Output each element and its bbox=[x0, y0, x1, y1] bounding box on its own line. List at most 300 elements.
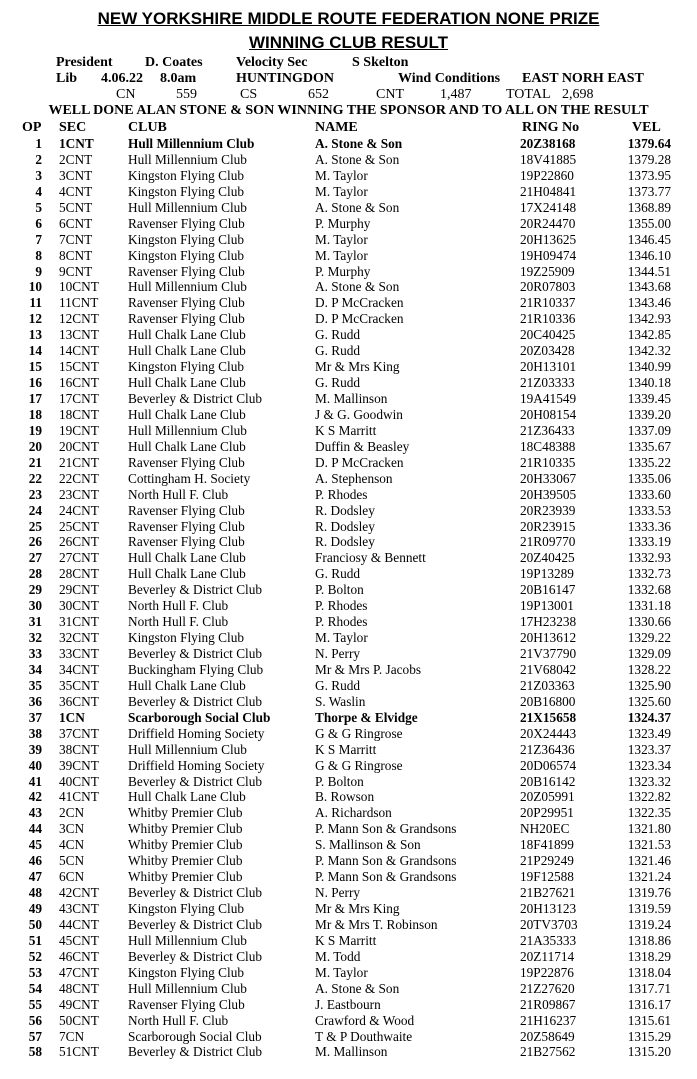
table-row bbox=[0, 805, 697, 821]
cell-ring: 20D06574 bbox=[520, 757, 577, 773]
cell-club: Beverley & District Club bbox=[128, 693, 263, 709]
cell-club: Whitby Premier Club bbox=[128, 821, 243, 837]
cell-op: 53 bbox=[28, 964, 42, 980]
cell-op: 21 bbox=[28, 454, 42, 470]
cell-sec: 51CNT bbox=[59, 1044, 99, 1060]
cell-name: P. Mann Son & Grandsons bbox=[315, 821, 457, 837]
cell-ring: 19Z25909 bbox=[520, 263, 575, 279]
cell-name: G. Rudd bbox=[315, 343, 361, 359]
cell-vel: 1332.68 bbox=[627, 582, 671, 598]
cell-vel: 1337.09 bbox=[627, 422, 671, 438]
table-row bbox=[0, 901, 697, 917]
cell-name: J & G. Goodwin bbox=[315, 406, 403, 422]
cell-ring: 19P13289 bbox=[520, 566, 574, 582]
cell-club: Whitby Premier Club bbox=[128, 837, 243, 853]
table-row bbox=[0, 359, 697, 375]
cell-sec: 21CNT bbox=[59, 454, 99, 470]
cell-name: R. Dodsley bbox=[315, 534, 375, 550]
cell-op: 52 bbox=[28, 948, 42, 964]
cell-vel: 1355.00 bbox=[627, 215, 671, 231]
cell-vel: 1328.22 bbox=[627, 661, 671, 677]
total-value: 2,698 bbox=[562, 87, 594, 102]
cell-sec: 22CNT bbox=[59, 470, 99, 486]
table-row bbox=[0, 917, 697, 933]
results-table bbox=[0, 136, 697, 1060]
cell-name: P. Bolton bbox=[315, 773, 364, 789]
cell-name: P. Mann Son & Grandsons bbox=[315, 869, 457, 885]
cell-ring: 19P13001 bbox=[520, 598, 574, 614]
cell-name: G. Rudd bbox=[315, 327, 361, 343]
cell-vel: 1321.80 bbox=[627, 821, 671, 837]
table-row bbox=[0, 774, 697, 790]
cell-name: T & P Douthwaite bbox=[315, 1028, 413, 1044]
cell-sec: 43CNT bbox=[59, 901, 99, 916]
cell-name: A. Stephenson bbox=[315, 470, 393, 486]
cell-club: Ravenser Flying Club bbox=[128, 454, 245, 470]
cell-club: Hull Millennium Club bbox=[128, 741, 247, 757]
cell-op: 36 bbox=[28, 693, 42, 709]
cell-ring: 21V37790 bbox=[520, 646, 577, 661]
cell-club: Kingston Flying Club bbox=[128, 167, 244, 183]
table-row bbox=[0, 869, 697, 885]
table-row bbox=[0, 503, 697, 519]
cell-op: 48 bbox=[28, 885, 42, 901]
cell-vel: 1335.67 bbox=[627, 438, 671, 454]
cell-ring: 20H13625 bbox=[520, 231, 577, 247]
cell-sec: 5CNT bbox=[59, 199, 93, 215]
cell-club: Beverley & District Club bbox=[128, 582, 263, 598]
president-value: D. Coates bbox=[145, 55, 203, 70]
cell-club: Kingston Flying Club bbox=[128, 247, 244, 263]
cell-vel: 1319.59 bbox=[627, 901, 671, 916]
cell-op: 57 bbox=[28, 1028, 42, 1044]
table-row bbox=[0, 534, 697, 550]
table-row bbox=[0, 614, 697, 630]
cell-name: M. Todd bbox=[315, 948, 361, 964]
cell-sec: 42CNT bbox=[59, 885, 99, 901]
cell-club: Ravenser Flying Club bbox=[128, 311, 245, 327]
cell-name: S. Waslin bbox=[315, 693, 366, 709]
cell-club: Ravenser Flying Club bbox=[128, 534, 245, 550]
table-row bbox=[0, 949, 697, 965]
cell-name: G. Rudd bbox=[315, 566, 361, 582]
cell-name: M. Mallinson bbox=[315, 391, 388, 406]
cell-name: Duffin & Beasley bbox=[315, 438, 410, 454]
table-row bbox=[0, 582, 697, 598]
cell-vel: 1318.86 bbox=[627, 932, 671, 948]
table-row bbox=[0, 1044, 697, 1060]
cell-club: Hull Millennium Club bbox=[128, 422, 247, 438]
cell-sec: 49CNT bbox=[59, 996, 99, 1012]
cnt-value: 1,487 bbox=[440, 87, 472, 102]
cell-ring: 19H09474 bbox=[520, 247, 577, 263]
cell-vel: 1342.85 bbox=[627, 327, 671, 343]
cell-op: 16 bbox=[28, 375, 42, 391]
table-row bbox=[0, 279, 697, 295]
cell-op: 25 bbox=[28, 518, 42, 534]
cell-op: 30 bbox=[28, 598, 42, 614]
document-subtitle: WINNING CLUB RESULT bbox=[249, 33, 448, 52]
cell-op: 1 bbox=[35, 136, 42, 151]
cell-sec: 29CNT bbox=[59, 582, 99, 598]
cell-vel: 1333.53 bbox=[627, 502, 671, 518]
cell-vel: 1325.90 bbox=[627, 677, 671, 693]
cell-sec: 3CN bbox=[59, 821, 85, 837]
cell-ring: 20TV3703 bbox=[520, 916, 578, 932]
cell-sec: 17CNT bbox=[59, 391, 99, 406]
cell-vel: 1321.53 bbox=[627, 837, 671, 853]
cell-ring: 21H04841 bbox=[520, 183, 577, 199]
cell-ring: 21B27621 bbox=[520, 885, 576, 901]
cell-op: 23 bbox=[28, 486, 42, 502]
cell-op: 31 bbox=[28, 614, 42, 630]
cell-sec: 33CNT bbox=[59, 646, 99, 661]
cell-name: G. Rudd bbox=[315, 677, 361, 693]
table-row bbox=[0, 232, 697, 248]
cell-op: 45 bbox=[28, 837, 42, 853]
cell-op: 14 bbox=[28, 343, 42, 359]
cell-sec: 30CNT bbox=[59, 598, 99, 614]
table-row bbox=[0, 375, 697, 391]
cell-op: 7 bbox=[35, 231, 42, 247]
cell-op: 29 bbox=[28, 582, 42, 598]
table-row bbox=[0, 662, 697, 678]
cell-vel: 1322.35 bbox=[627, 805, 671, 821]
cell-vel: 1335.06 bbox=[627, 470, 671, 486]
cell-ring: 21B27562 bbox=[520, 1044, 576, 1060]
cell-ring: 20R24470 bbox=[520, 215, 576, 231]
cell-op: 4 bbox=[35, 183, 42, 199]
cell-vel: 1373.95 bbox=[627, 167, 671, 183]
cell-name: P. Mann Son & Grandsons bbox=[315, 853, 457, 869]
cell-vel: 1315.29 bbox=[627, 1028, 671, 1044]
cell-op: 58 bbox=[28, 1044, 42, 1060]
velocity-sec-label: Velocity Sec bbox=[236, 55, 308, 70]
table-row bbox=[0, 1013, 697, 1029]
cell-club: Kingston Flying Club bbox=[128, 901, 244, 916]
cell-op: 11 bbox=[29, 295, 42, 311]
cell-sec: 32CNT bbox=[59, 630, 99, 646]
cell-sec: 15CNT bbox=[59, 359, 99, 375]
cell-sec: 3CNT bbox=[59, 167, 93, 183]
col-header-vel: VEL bbox=[632, 120, 661, 135]
cell-name: A. Stone & Son bbox=[315, 151, 400, 167]
cell-op: 8 bbox=[35, 247, 42, 263]
cell-ring: 20B16147 bbox=[520, 582, 576, 598]
cell-club: Cottingham H. Society bbox=[128, 470, 251, 486]
cell-vel: 1322.82 bbox=[627, 789, 671, 805]
cell-vel: 1344.51 bbox=[627, 263, 671, 279]
document-title: NEW YORKSHIRE MIDDLE ROUTE FEDERATION NONE PRIZE bbox=[97, 9, 600, 28]
cs-label: CS bbox=[240, 87, 258, 102]
cell-ring: 18C48388 bbox=[520, 438, 576, 454]
cell-op: 18 bbox=[28, 406, 42, 422]
cell-club: Beverley & District Club bbox=[128, 885, 263, 901]
cell-name: K S Marritt bbox=[315, 422, 377, 438]
table-row bbox=[0, 789, 697, 805]
table-row bbox=[0, 311, 697, 327]
cs-value: 652 bbox=[308, 87, 329, 102]
cell-name: M. Taylor bbox=[315, 231, 368, 247]
race-time: 8.0am bbox=[160, 71, 197, 86]
cell-vel: 1332.73 bbox=[627, 566, 671, 582]
col-header-sec: SEC bbox=[59, 120, 87, 135]
cell-club: Hull Millennium Club bbox=[128, 279, 247, 295]
cell-vel: 1323.37 bbox=[627, 741, 671, 757]
cell-club: Kingston Flying Club bbox=[128, 630, 244, 646]
cell-name: M. Taylor bbox=[315, 247, 368, 263]
cell-sec: 45CNT bbox=[59, 932, 99, 948]
cell-vel: 1321.24 bbox=[627, 869, 671, 885]
cell-sec: 38CNT bbox=[59, 741, 99, 757]
cell-name: S. Mallinson & Son bbox=[315, 837, 421, 853]
cell-vel: 1321.46 bbox=[627, 853, 671, 869]
cell-sec: 20CNT bbox=[59, 438, 99, 454]
col-header-name: NAME bbox=[315, 120, 358, 135]
table-row bbox=[0, 997, 697, 1013]
cell-name: B. Rowson bbox=[315, 789, 375, 805]
cell-ring: NH20EC bbox=[520, 821, 570, 837]
cell-ring: 20H08154 bbox=[520, 406, 577, 422]
cell-ring: 20H13101 bbox=[520, 359, 577, 375]
cell-ring: 20Z11714 bbox=[520, 948, 575, 964]
table-row bbox=[0, 694, 697, 710]
cell-name: A. Stone & Son bbox=[315, 279, 400, 295]
cell-club: Ravenser Flying Club bbox=[128, 215, 245, 231]
cell-club: Hull Millennium Club bbox=[128, 932, 247, 948]
cn-label: CN bbox=[116, 87, 136, 102]
cell-vel: 1332.93 bbox=[627, 550, 671, 566]
table-row bbox=[0, 678, 697, 694]
cell-name: M. Taylor bbox=[315, 630, 368, 646]
cell-op: 13 bbox=[28, 327, 42, 343]
cell-ring: 20R23915 bbox=[520, 518, 576, 534]
cell-vel: 1316.17 bbox=[627, 996, 671, 1012]
cell-ring: 21Z27620 bbox=[520, 980, 575, 996]
cell-club: Hull Chalk Lane Club bbox=[128, 327, 246, 343]
table-row bbox=[0, 264, 697, 280]
table-row bbox=[0, 200, 697, 216]
cell-ring: 19P22876 bbox=[520, 964, 574, 980]
table-row bbox=[0, 758, 697, 774]
cell-ring: 20X24443 bbox=[520, 725, 577, 741]
cell-ring: 21A35333 bbox=[520, 932, 577, 948]
col-header-club: CLUB bbox=[128, 120, 167, 135]
cell-ring: 21P29249 bbox=[520, 853, 574, 869]
cell-club: Ravenser Flying Club bbox=[128, 295, 245, 311]
table-row bbox=[0, 439, 697, 455]
cell-name: A. Stone & Son bbox=[315, 136, 403, 151]
cell-ring: 21Z36436 bbox=[520, 741, 575, 757]
cell-club: Beverley & District Club bbox=[128, 948, 263, 964]
cell-ring: 21Z36433 bbox=[520, 422, 575, 438]
cell-op: 2 bbox=[35, 151, 42, 167]
cell-ring: 20H13612 bbox=[520, 630, 577, 646]
table-row bbox=[0, 423, 697, 439]
table-row bbox=[0, 630, 697, 646]
cell-club: Hull Chalk Lane Club bbox=[128, 375, 246, 391]
cell-club: Ravenser Flying Club bbox=[128, 518, 245, 534]
cell-vel: 1379.64 bbox=[627, 136, 671, 151]
cell-op: 35 bbox=[28, 677, 42, 693]
cell-ring: 20Z05991 bbox=[520, 789, 575, 805]
cell-op: 22 bbox=[28, 470, 42, 486]
cell-ring: 20B16142 bbox=[520, 773, 576, 789]
cell-op: 42 bbox=[28, 789, 42, 805]
cell-vel: 1331.18 bbox=[627, 598, 671, 614]
table-row bbox=[0, 184, 697, 200]
table-row bbox=[0, 726, 697, 742]
cell-op: 56 bbox=[28, 1012, 42, 1028]
cell-name: Franciosy & Bennett bbox=[315, 550, 426, 566]
cell-ring: 21R09867 bbox=[520, 996, 576, 1012]
cell-name: M. Taylor bbox=[315, 183, 368, 199]
cell-op: 46 bbox=[28, 853, 42, 869]
cell-vel: 1330.66 bbox=[627, 614, 671, 630]
cell-sec: 26CNT bbox=[59, 534, 99, 550]
cell-vel: 1379.28 bbox=[627, 151, 671, 167]
cell-op: 49 bbox=[28, 901, 42, 916]
cell-sec: 19CNT bbox=[59, 422, 99, 438]
cell-op: 33 bbox=[28, 646, 42, 661]
cell-vel: 1340.99 bbox=[627, 359, 671, 375]
cell-name: R. Dodsley bbox=[315, 502, 375, 518]
cell-name: J. Eastbourn bbox=[315, 996, 381, 1012]
cell-club: Hull Chalk Lane Club bbox=[128, 566, 246, 582]
cell-name: N. Perry bbox=[315, 646, 361, 661]
cell-op: 17 bbox=[28, 391, 42, 406]
cell-club: Hull Chalk Lane Club bbox=[128, 550, 246, 566]
cell-ring: 20C40425 bbox=[520, 327, 576, 343]
cell-sec: 31CNT bbox=[59, 614, 99, 630]
cell-name: M. Taylor bbox=[315, 964, 368, 980]
cell-vel: 1324.37 bbox=[627, 709, 671, 725]
cell-vel: 1335.22 bbox=[627, 454, 671, 470]
cell-op: 38 bbox=[28, 725, 42, 741]
cell-ring: 21Z03333 bbox=[520, 375, 575, 391]
table-row bbox=[0, 519, 697, 535]
cell-club: Scarborough Social Club bbox=[128, 1028, 262, 1044]
table-row bbox=[0, 742, 697, 758]
cell-ring: 21R10337 bbox=[520, 295, 576, 311]
cell-name: A. Stone & Son bbox=[315, 199, 400, 215]
cell-vel: 1318.29 bbox=[627, 948, 671, 964]
cell-name: P. Murphy bbox=[315, 215, 371, 231]
cell-club: Whitby Premier Club bbox=[128, 805, 243, 821]
cell-ring: 20P29951 bbox=[520, 805, 574, 821]
table-row bbox=[0, 981, 697, 997]
cell-sec: 25CNT bbox=[59, 518, 99, 534]
cell-name: Mr & Mrs King bbox=[315, 901, 400, 916]
cell-ring: 21Z03363 bbox=[520, 677, 575, 693]
cell-vel: 1315.61 bbox=[627, 1012, 671, 1028]
cell-club: North Hull F. Club bbox=[128, 614, 229, 630]
cell-op: 55 bbox=[28, 996, 42, 1012]
cell-sec: 5CN bbox=[59, 853, 85, 869]
cell-vel: 1329.09 bbox=[627, 646, 671, 661]
table-row bbox=[0, 471, 697, 487]
cell-op: 12 bbox=[28, 311, 42, 327]
cell-name: G. Rudd bbox=[315, 375, 361, 391]
total-label: TOTAL bbox=[506, 87, 551, 102]
cell-club: Driffield Homing Society bbox=[128, 725, 265, 741]
cell-op: 50 bbox=[28, 916, 42, 932]
cell-ring: 21X15658 bbox=[520, 709, 577, 725]
cell-vel: 1329.22 bbox=[627, 630, 671, 646]
cell-sec: 7CN bbox=[59, 1028, 85, 1044]
cell-sec: 23CNT bbox=[59, 486, 99, 502]
cell-club: Beverley & District Club bbox=[128, 773, 263, 789]
table-row bbox=[0, 550, 697, 566]
cell-op: 15 bbox=[28, 359, 42, 375]
cell-sec: 4CNT bbox=[59, 183, 93, 199]
wind-label: Wind Conditions bbox=[398, 71, 501, 86]
cell-op: 3 bbox=[35, 167, 42, 183]
cell-ring: 20B16800 bbox=[520, 693, 576, 709]
table-row bbox=[0, 885, 697, 901]
cell-op: 19 bbox=[28, 422, 42, 438]
cell-sec: 11CNT bbox=[59, 295, 99, 311]
cell-club: Whitby Premier Club bbox=[128, 853, 243, 869]
cell-ring: 20Z38168 bbox=[520, 136, 576, 151]
cell-op: 54 bbox=[28, 980, 42, 996]
cell-vel: 1346.10 bbox=[627, 247, 671, 263]
cell-vel: 1315.20 bbox=[627, 1044, 671, 1060]
cell-name: R. Dodsley bbox=[315, 518, 375, 534]
cell-club: Hull Chalk Lane Club bbox=[128, 406, 246, 422]
table-row bbox=[0, 837, 697, 853]
cell-name: Mr & Mrs King bbox=[315, 359, 400, 375]
cell-club: Beverley & District Club bbox=[128, 916, 263, 932]
cell-sec: 34CNT bbox=[59, 661, 99, 677]
cell-name: G & G Ringrose bbox=[315, 725, 403, 741]
cell-op: 32 bbox=[28, 630, 42, 646]
cell-club: Ravenser Flying Club bbox=[128, 996, 245, 1012]
cell-vel: 1333.60 bbox=[627, 486, 671, 502]
table-row bbox=[0, 248, 697, 264]
cell-ring: 20R23939 bbox=[520, 502, 576, 518]
cell-op: 10 bbox=[28, 279, 42, 295]
cell-ring: 18F41899 bbox=[520, 837, 574, 853]
cell-name: A. Richardson bbox=[315, 805, 392, 821]
cell-name: K S Marritt bbox=[315, 741, 377, 757]
table-row bbox=[0, 136, 697, 152]
cell-sec: 1CNT bbox=[59, 136, 94, 151]
cn-value: 559 bbox=[176, 87, 197, 102]
cell-vel: 1319.24 bbox=[627, 916, 671, 932]
cell-sec: 50CNT bbox=[59, 1012, 99, 1028]
table-row bbox=[0, 598, 697, 614]
cell-club: Hull Chalk Lane Club bbox=[128, 343, 246, 359]
cell-club: Hull Chalk Lane Club bbox=[128, 438, 246, 454]
cell-club: Kingston Flying Club bbox=[128, 183, 244, 199]
table-row bbox=[0, 487, 697, 503]
cell-ring: 17X24148 bbox=[520, 199, 577, 215]
cell-ring: 21R09770 bbox=[520, 534, 576, 550]
cell-sec: 10CNT bbox=[59, 279, 99, 295]
cell-sec: 6CN bbox=[59, 869, 85, 885]
cell-club: Hull Millennium Club bbox=[128, 980, 247, 996]
cell-vel: 1339.20 bbox=[627, 406, 671, 422]
cell-club: Driffield Homing Society bbox=[128, 757, 265, 773]
cell-sec: 40CNT bbox=[59, 773, 99, 789]
cell-sec: 2CN bbox=[59, 805, 85, 821]
cell-club: Hull Millennium Club bbox=[128, 151, 247, 167]
cell-sec: 37CNT bbox=[59, 725, 99, 741]
cell-name: P. Murphy bbox=[315, 263, 371, 279]
cell-vel: 1323.32 bbox=[627, 773, 671, 789]
cell-op: 26 bbox=[28, 534, 42, 550]
